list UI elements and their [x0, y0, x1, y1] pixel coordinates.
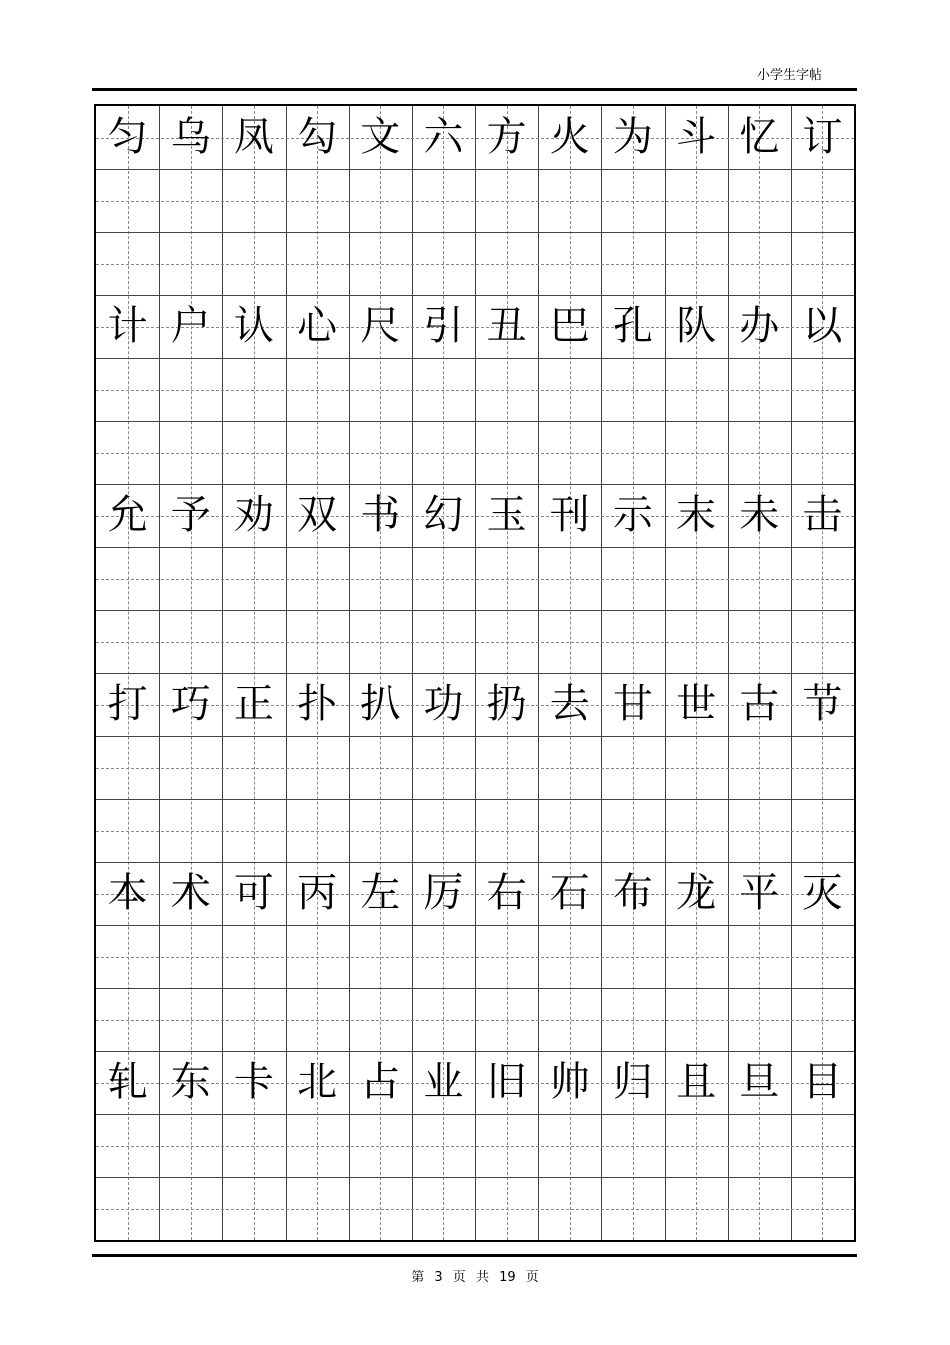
practice-character: 龙	[676, 870, 717, 916]
page-footer	[0, 1266, 950, 1285]
practice-character: 东	[170, 1059, 211, 1105]
grid-row-line	[96, 925, 854, 926]
practice-character: 世	[676, 681, 717, 727]
practice-character: 平	[739, 870, 780, 916]
practice-character: 心	[297, 303, 338, 349]
grid-row-midline	[96, 957, 854, 958]
grid-row-midline	[96, 264, 854, 265]
grid-row-midline	[96, 768, 854, 769]
practice-character: 以	[802, 303, 843, 349]
practice-character: 左	[360, 870, 401, 916]
practice-character: 未	[739, 492, 780, 538]
practice-character: 帅	[549, 1059, 590, 1105]
practice-character: 方	[486, 114, 527, 160]
grid-row-midline	[96, 1146, 854, 1147]
grid-row-midline	[96, 1020, 854, 1021]
practice-character: 去	[549, 681, 590, 727]
practice-character: 卡	[233, 1059, 274, 1105]
footer-page-number: 3	[434, 1270, 443, 1285]
footer-total-word: 共	[475, 1270, 489, 1285]
practice-character: 玉	[486, 492, 527, 538]
practice-character: 扒	[360, 681, 401, 727]
practice-character: 北	[297, 1059, 338, 1105]
grid-row-line	[96, 421, 854, 422]
practice-character: 打	[107, 681, 148, 727]
practice-character: 办	[739, 303, 780, 349]
header-rule	[92, 88, 857, 91]
practice-character: 尺	[360, 303, 401, 349]
grid-row-line	[96, 799, 854, 800]
grid-row-line	[96, 1114, 854, 1115]
practice-character: 幻	[423, 492, 464, 538]
grid-row-midline	[96, 642, 854, 643]
practice-character: 六	[423, 114, 464, 160]
page-header-title: 小学生字帖	[756, 68, 822, 83]
practice-character: 甘	[612, 681, 653, 727]
practice-character: 勾	[297, 114, 338, 160]
practice-character: 斗	[676, 114, 717, 160]
practice-character: 轧	[107, 1059, 148, 1105]
practice-character: 劝	[233, 492, 274, 538]
grid-row-line	[96, 736, 854, 737]
grid-row-midline	[96, 201, 854, 202]
practice-character: 户	[170, 303, 211, 349]
grid-row-midline	[96, 831, 854, 832]
footer-total-pages: 19	[499, 1270, 516, 1285]
practice-character: 计	[107, 303, 148, 349]
practice-character: 文	[360, 114, 401, 160]
practice-character: 忆	[739, 114, 780, 160]
practice-character: 占	[360, 1059, 401, 1105]
grid-row-line	[96, 988, 854, 989]
practice-character: 认	[233, 303, 274, 349]
practice-character: 巴	[549, 303, 590, 349]
footer-page-word: 页	[452, 1270, 466, 1285]
practice-character: 允	[107, 492, 148, 538]
practice-character: 厉	[423, 870, 464, 916]
practice-character: 扔	[486, 681, 527, 727]
practice-character: 末	[676, 492, 717, 538]
practice-character: 功	[423, 681, 464, 727]
practice-character: 本	[107, 870, 148, 916]
practice-character: 丑	[486, 303, 527, 349]
practice-character: 正	[233, 681, 274, 727]
practice-character: 书	[360, 492, 401, 538]
grid-row-line	[96, 232, 854, 233]
practice-character: 匀	[107, 114, 148, 160]
practice-character: 凤	[233, 114, 274, 160]
practice-character: 旦	[739, 1059, 780, 1105]
grid-row-line	[96, 547, 854, 548]
practice-character: 旧	[486, 1059, 527, 1105]
practice-character: 击	[802, 492, 843, 538]
practice-character: 业	[423, 1059, 464, 1105]
footer-suffix: 页	[525, 1270, 539, 1285]
practice-character: 孔	[612, 303, 653, 349]
practice-character: 予	[170, 492, 211, 538]
practice-character: 为	[612, 114, 653, 160]
practice-character: 订	[802, 114, 843, 160]
practice-character: 扑	[297, 681, 338, 727]
practice-character: 且	[676, 1059, 717, 1105]
practice-character: 刊	[549, 492, 590, 538]
grid-row-midline	[96, 390, 854, 391]
practice-character: 引	[423, 303, 464, 349]
practice-character: 火	[549, 114, 590, 160]
practice-character: 丙	[297, 870, 338, 916]
grid-row-line	[96, 169, 854, 170]
practice-character: 节	[802, 681, 843, 727]
practice-character: 归	[612, 1059, 653, 1105]
practice-character: 可	[233, 870, 274, 916]
footer-prefix: 第	[411, 1270, 425, 1285]
grid-row-line	[96, 610, 854, 611]
practice-grid	[94, 104, 856, 1242]
practice-character: 目	[802, 1059, 843, 1105]
practice-character: 古	[739, 681, 780, 727]
practice-character: 队	[676, 303, 717, 349]
practice-character: 布	[612, 870, 653, 916]
practice-character: 乌	[170, 114, 211, 160]
grid-row-midline	[96, 1209, 854, 1210]
grid-row-line	[96, 1177, 854, 1178]
grid-row-midline	[96, 579, 854, 580]
practice-character: 术	[170, 870, 211, 916]
practice-character: 双	[297, 492, 338, 538]
practice-character: 示	[612, 492, 653, 538]
practice-character: 灭	[802, 870, 843, 916]
practice-character: 右	[486, 870, 527, 916]
grid-row-midline	[96, 453, 854, 454]
footer-rule	[92, 1254, 857, 1257]
grid-row-line	[96, 358, 854, 359]
practice-character: 石	[549, 870, 590, 916]
practice-character: 巧	[170, 681, 211, 727]
